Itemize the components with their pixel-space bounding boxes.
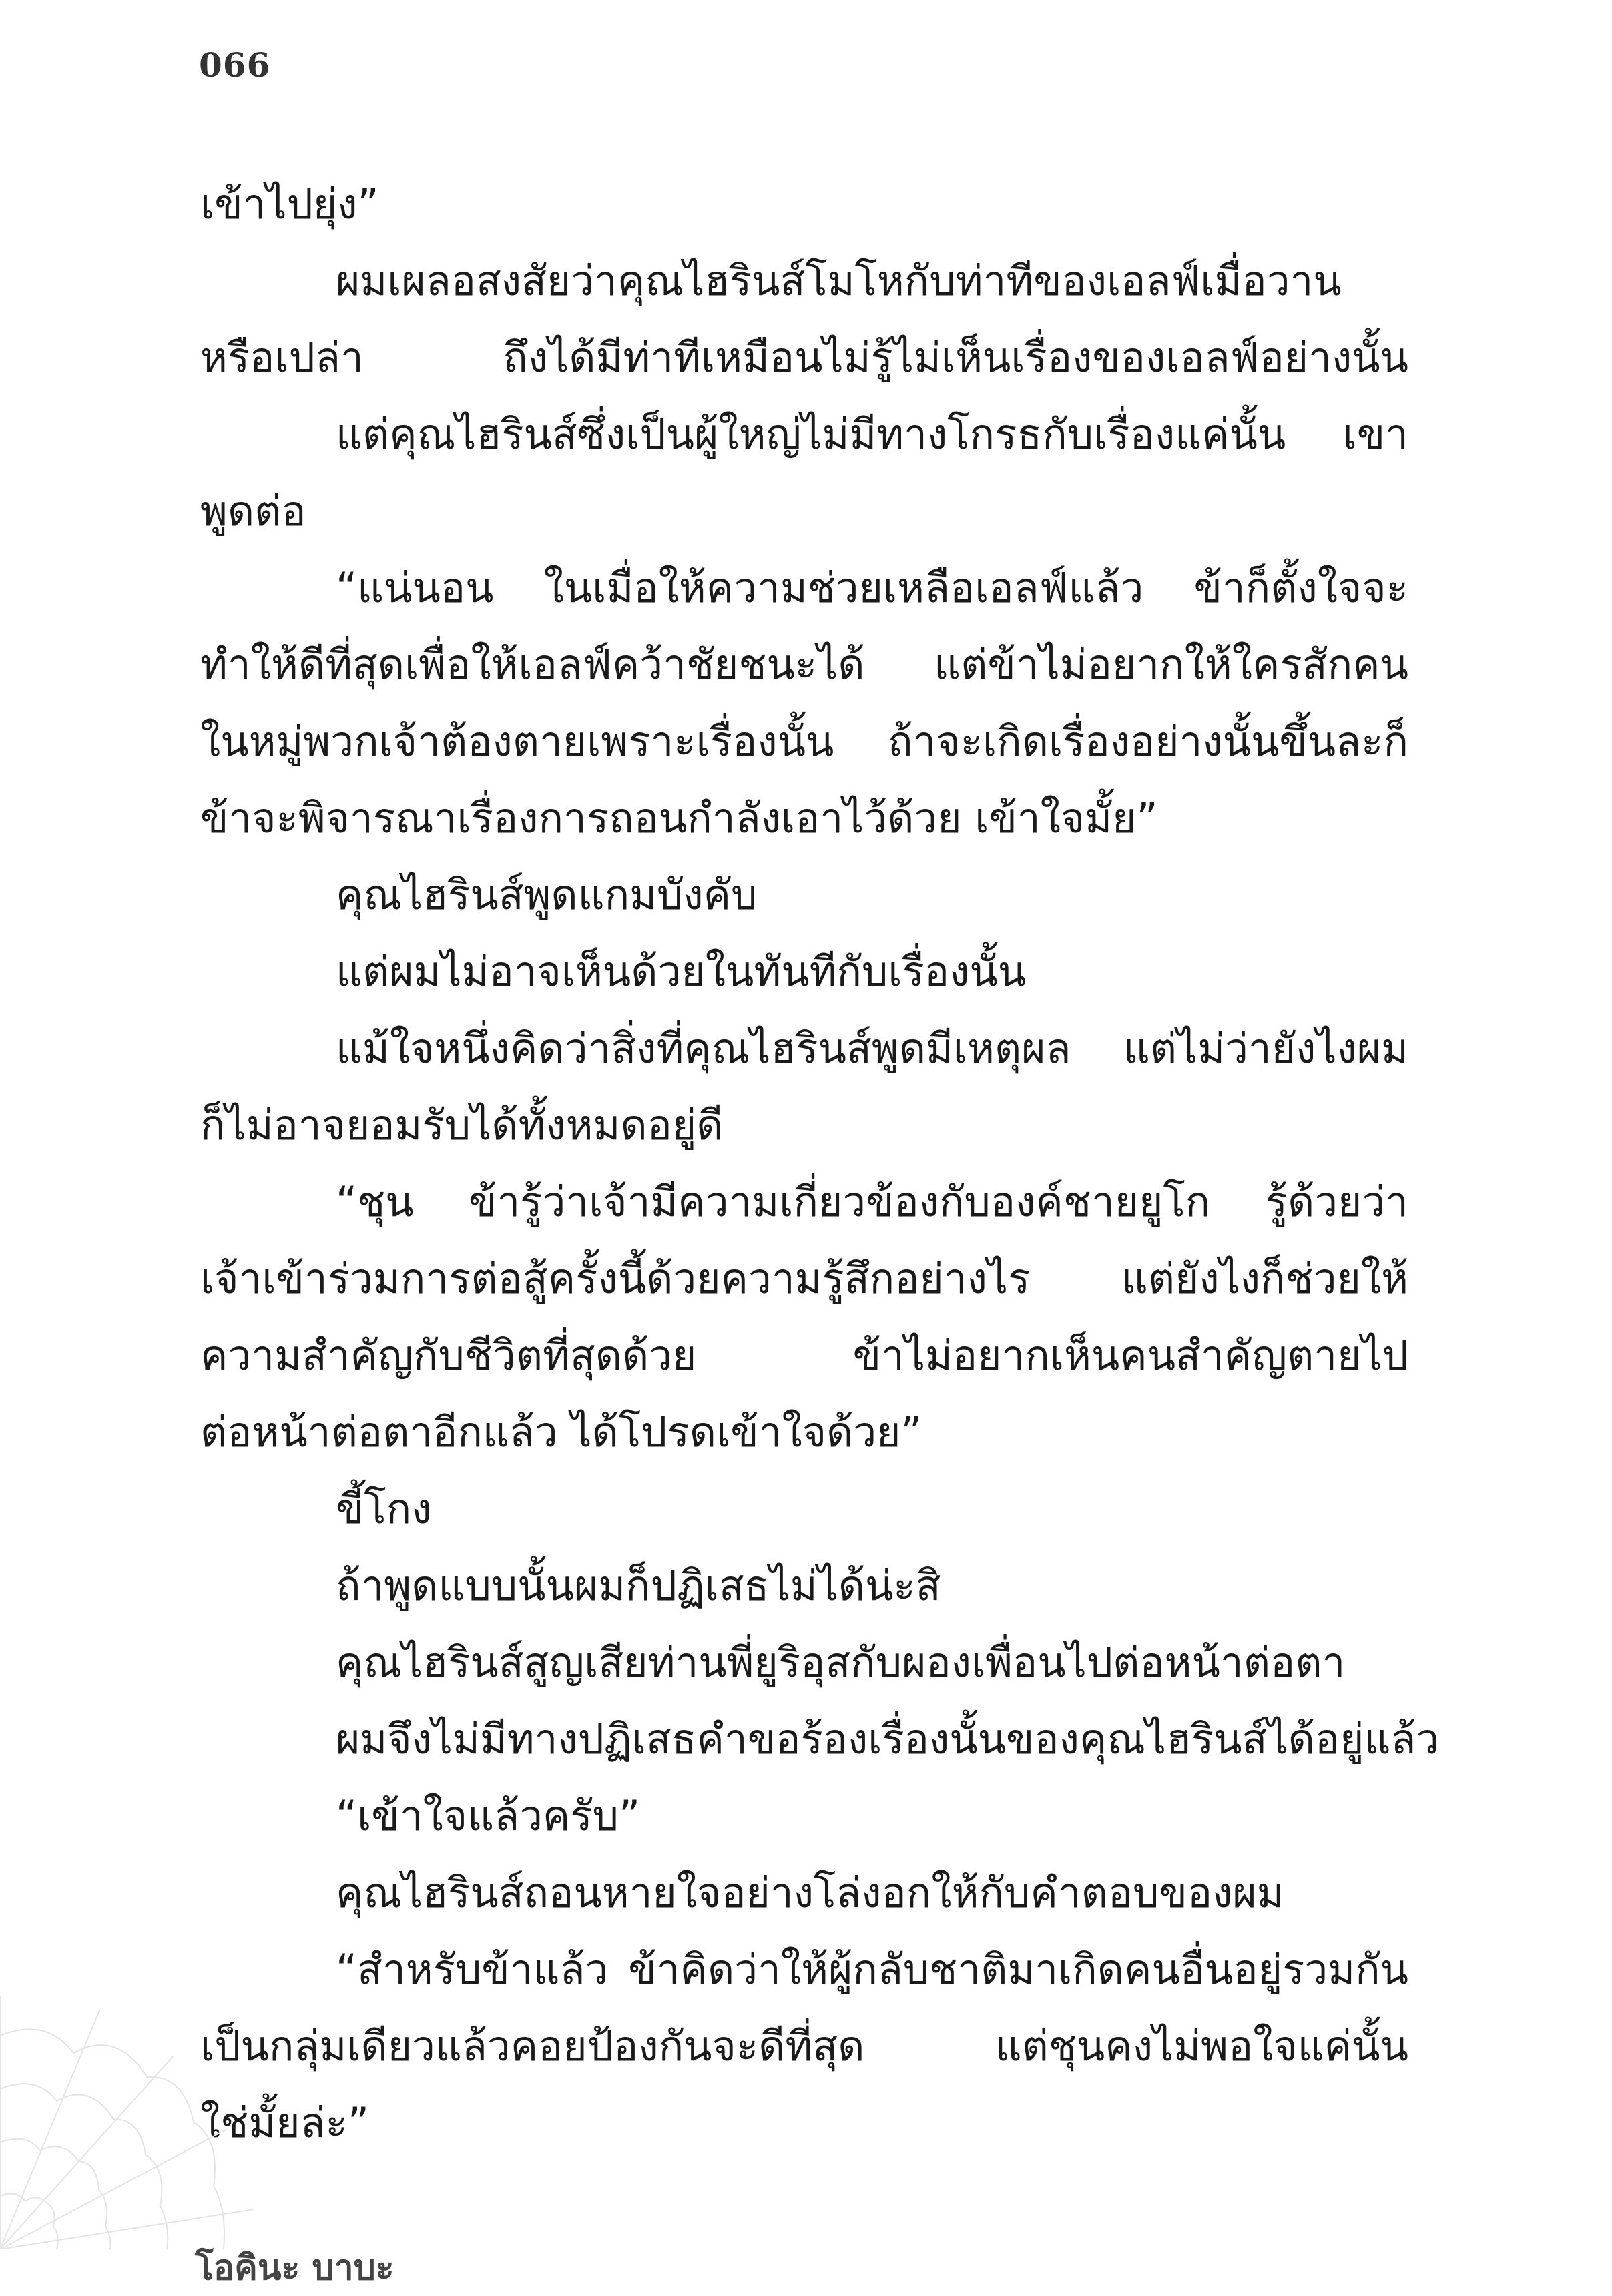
text-line: ผมจึงไม่มีทางปฏิเสธคำขอร้องเรื่องนั้นของคุณไฮรินส์ได้อยู่แล้ว [336,1715,1440,1763]
text-line: “แน่นอน ในเมื่อให้ความช่วยเหลือเอลฟ์แล้ว ข้าก็ตั้งใจจะ [336,563,1408,612]
body-text [200,166,1440,2161]
text-line: ทำให้ดีที่สุดเพื่อให้เอลฟ์คว้าชัยชนะได้ แต่ข้าไม่อยากให้ใครสักคน [200,640,1408,689]
page-number: 066 [199,45,271,85]
text-line: แต่คุณไฮรินส์ซึ่งเป็นผู้ใหญ่ไม่มีทางโกรธกับเรื่องแค่นั้น เขา [336,410,1408,459]
text-line: “เข้าใจแล้วครับ” [336,1791,641,1840]
text-line: “สำหรับข้าแล้ว ข้าคิดว่าให้ผู้กลับชาติมาเกิดคนอื่นอยู่รวมกัน [336,1945,1408,1994]
footer-author: โอคินะ บาบะ [195,2248,394,2288]
text-line: “ชุน ข้ารู้ว่าเจ้ามีความเกี่ยวข้องกับองค์ชายยูโก รู้ด้วยว่า [336,1177,1408,1226]
text-line: ขี้โกง [336,1484,432,1533]
text-line: ก็ไม่อาจยอมรับได้ทั้งหมดอยู่ดี [200,1101,724,1149]
text-line: พูดต่อ [200,487,306,535]
text-line: ในหมู่พวกเจ้าต้องตายเพราะเรื่องนั้น ถ้าจะเกิดเรื่องอย่างนั้นขึ้นละก็ [200,717,1408,766]
text-line: หรือเปล่า ถึงได้มีท่าทีเหมือนไม่รู้ไม่เห็นเรื่องของเอลฟ์อย่างนั้น [200,333,1408,382]
text-line: เข้าไปยุ่ง” [200,180,379,228]
text-line: แต่ผมไม่อาจเห็นด้วยในทันทีกับเรื่องนั้น [336,947,1027,996]
text-line: ความสำคัญกับชีวิตที่สุดด้วย ข้าไม่อยากเห็นคนสำคัญตายไป [200,1331,1408,1380]
text-line: คุณไฮรินส์สูญเสียท่านพี่ยูริอุสกับผองเพื่อนไปต่อหน้าต่อตา [336,1638,1346,1687]
text-line: เจ้าเข้าร่วมการต่อสู้ครั้งนี้ด้วยความรู้สึกอย่างไร แต่ยังไงก็ช่วยให้ [200,1254,1408,1303]
text-line: แม้ใจหนึ่งคิดว่าสิ่งที่คุณไฮรินส์พูดมีเหตุผล แต่ไม่ว่ายังไงผม [336,1024,1408,1073]
text-line: ข้าจะพิจารณาเรื่องการถอนกำลังเอาไว้ด้วย เข้าใจมั้ย” [200,794,1158,842]
text-line: เป็นกลุ่มเดียวแล้วคอยป้องกันจะดีที่สุด แต่ชุนคงไม่พอใจแค่นั้น [200,2022,1408,2070]
text-line: คุณไฮรินส์ถอนหายใจอย่างโล่งอกให้กับคำตอบของผม [336,1868,1284,1917]
text-line: ถ้าพูดแบบนั้นผมก็ปฏิเสธไม่ได้น่ะสิ [336,1561,941,1610]
text-line: ใช่มั้ยล่ะ” [200,2098,369,2147]
text-line: ต่อหน้าต่อตาอีกแล้ว ได้โปรดเข้าใจด้วย” [200,1408,922,1456]
text-line: ผมเผลอสงสัยว่าคุณไฮรินส์โมโหกับท่าทีของเอลฟ์เมื่อวาน [336,256,1342,305]
spider-web-icon [0,1996,254,2249]
text-line: คุณไฮรินส์พูดแกมบังคับ [336,870,758,919]
